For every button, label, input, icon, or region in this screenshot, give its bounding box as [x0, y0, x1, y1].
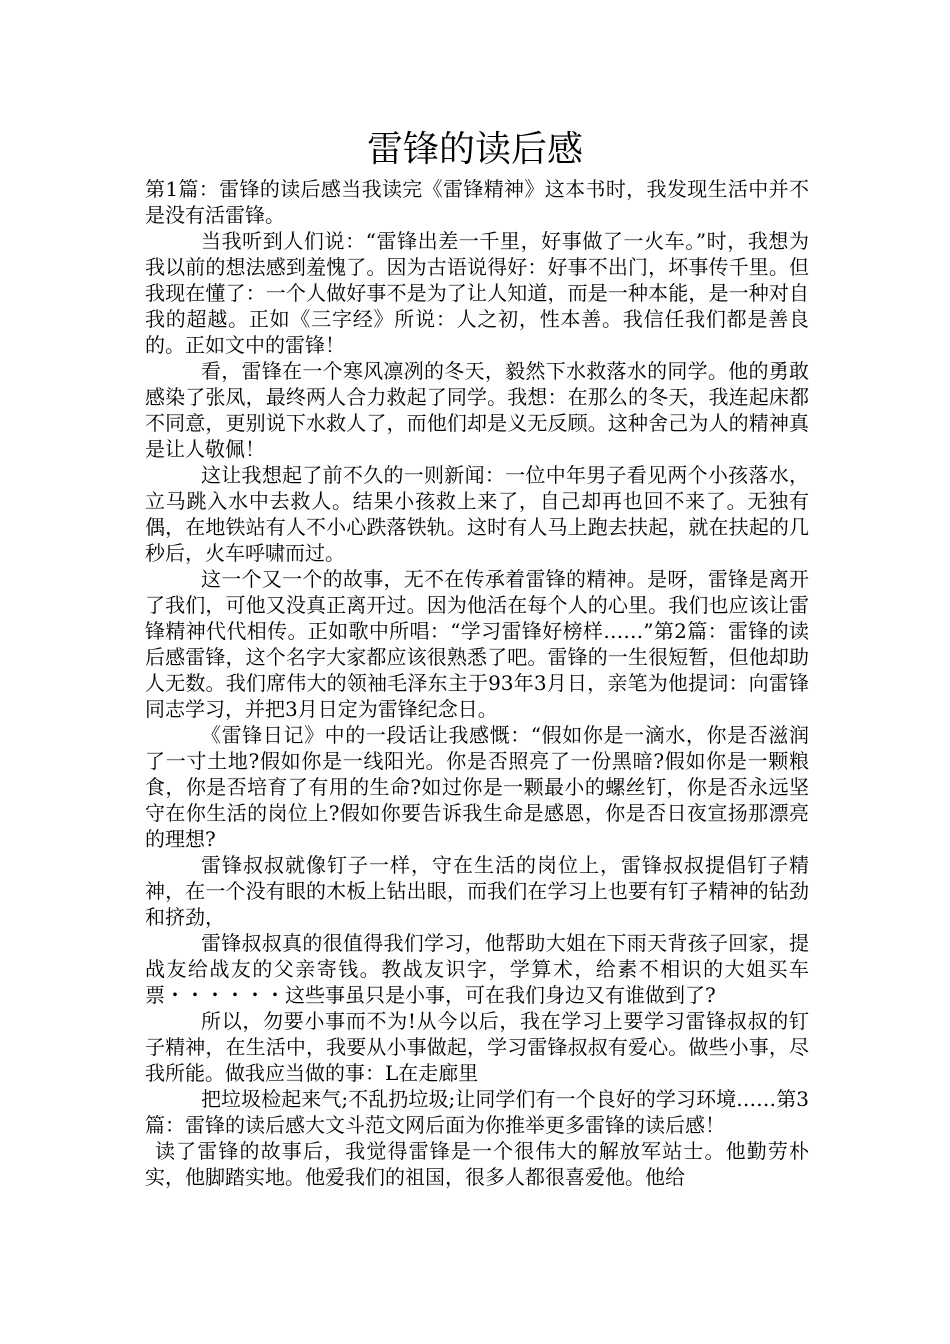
paragraph-7: 雷锋叔叔就像钉子一样，守在生活的岗位上，雷锋叔叔提倡钉子精神，在一个没有眼的木板上钻出眼，而我们在学习上也要有钉子精神的钻劲和挤劲， — [145, 853, 809, 929]
paragraph-4: 这让我想起了前不久的一则新闻：一位中年男子看见两个小孩落水，立马跳入水中去救人。结果小孩救上来了，自己却再也回不来了。无独有偶，在地铁站有人不小心跌落铁轨。这时有人马上跑去扶起，就在扶起的几秒后，火车呼啸而过。 — [145, 463, 809, 565]
paragraph-5: 这一个又一个的故事，无不在传承着雷锋的精神。是呀，雷锋是离开了我们，可他又没真正离开过。因为他活在每个人的心里。我们也应该让雷锋精神代代相传。正如歌中所唱：“学习雷锋好榜样……”第2篇：雷锋的读后感雷锋，这个名字大家都应该很熟悉了吧。雷锋的一生很短暂，但他却助人无数。我们席伟大的领袖毛泽东主于93年3月日，亲笔为他提词：向雷锋同志学习，并把3月日定为雷锋纪念日。 — [145, 567, 809, 721]
paragraph-10: 把垃圾检起来气;不乱扔垃圾;让同学们有一个良好的学习环境……第3篇：雷锋的读后感大文斗范文网后面为你推举更多雷锋的读后感！ — [145, 1087, 809, 1137]
document-body — [145, 176, 809, 1190]
paragraph-9: 所以，勿要小事而不为!从今以后，我在学习上要学习雷锋叔叔的钉子精神，在生活中，我要从小事做起，学习雷锋叔叔有爱心。做些小事，尽我所能。做我应当做的事：L在走廊里 — [145, 1009, 809, 1085]
paragraph-8: 雷锋叔叔真的很值得我们学习，他帮助大姐在下雨天背孩子回家，提战友给战友的父亲寄钱。教战友识字，学算术，给素不相识的大姐买车票・・・・・・这些事虽只是小事，可在我们身边又有谁做到了? — [145, 931, 809, 1007]
document-title: 雷锋的读后感 — [366, 129, 583, 170]
paragraph-6: 《雷锋日记》中的一段话让我感慨：“假如你是一滴水，你是否滋润了一寸土地?假如你是一线阳光。你是否照亮了一份黑暗?假如你是一颗粮食，你是否培育了有用的生命?如过你是一颗最小的螺丝钉，你是否永远坚守在你生活的岗位上?假如你要告诉我生命是感恩，你是否日夜宣扬那漂亮的理想? — [145, 723, 809, 851]
paragraph-11: 读了雷锋的故事后，我觉得雷锋是一个很伟大的解放军站士。他勤劳朴实，他脚踏实地。他爱我们的祖国，很多人都很喜爱他。他给 — [145, 1139, 809, 1189]
paragraph-2: 当我听到人们说：“雷锋出差一千里，好事做了一火车。”时，我想为我以前的想法感到羞愧了。因为古语说得好：好事不出门，坏事传千里。但我现在懂了：一个人做好事不是为了让人知道，而是一种本能，是一种对自我的超越。正如《三字经》所说：人之初，性本善。我信任我们都是善良的。正如文中的雷锋！ — [145, 229, 809, 357]
paragraph-3: 看，雷锋在一个寒风凛冽的冬天，毅然下水救落水的同学。他的勇敢感染了张凤，最终两人合力救起了同学。我想：在那么的冬天，我连起床都不同意，更别说下水救人了，而他们却是义无反顾。这种舍己为人的精神真是让人敬佩！ — [145, 359, 809, 461]
paragraph-1: 第1篇：雷锋的读后感当我读完《雷锋精神》这本书时，我发现生活中并不是没有活雷锋。 — [145, 177, 809, 227]
